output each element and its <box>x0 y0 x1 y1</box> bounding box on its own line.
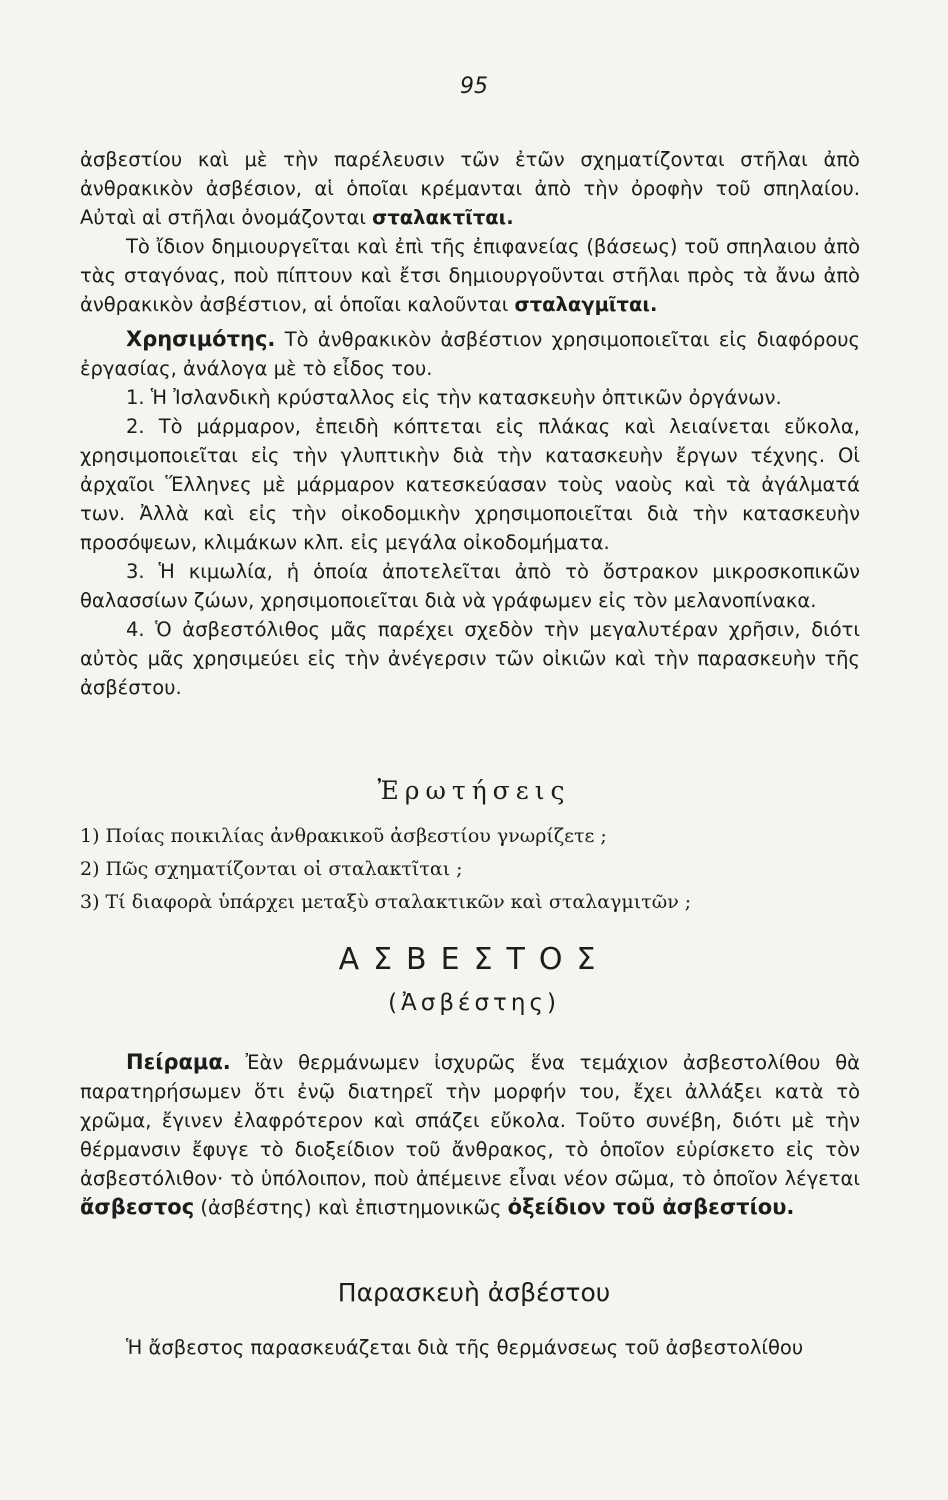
stalactites-term: σταλακτῖται. <box>372 206 514 229</box>
stalagmites-paragraph <box>80 232 860 319</box>
experiment-text-1: Ἐὰν θερμάνωμεν ἰσχυρῶς ἕνα τεμάχιον ἀσβεστολίθου θὰ παρατηρήσωμεν ὅτι ἐνῷ διατηρεῖ τὴν μορφήν του, ἔχει ἀλλάξει κατὰ τὸ χρῶμα, ἔγινεν ἐλαφρότερον καὶ σπάζει εὔκολα. Τοῦτο συνέβη, διότι μὲ τὴν θέρμανσιν ἔφυγε τὸ διοξείδιον τοῦ ἄνθρακος, τὸ ὁποῖον εὑρίσκετο εἰς τὸν ἀσβεστόλιθον· τὸ ὑπόλοιπον, ποὺ ἀπέμεινε εἶναι νέον σῶμα, τὸ ὁποῖον λέγεται <box>80 1051 860 1190</box>
question-item: 2) Πῶς σχηματίζονται οἱ σταλακτῖται ; <box>80 858 463 880</box>
continuation-text: ἀσβεστίου καὶ μὲ τὴν παρέλευσιν τῶν ἐτῶν σχηματίζονται στῆλαι ἀπὸ ἀνθρακικὸν ἀσβέσιον, αἱ ὁποῖαι κρέμανται ἀπὸ τὴν ὀροφὴν τοῦ σπηλαίου. Αὐταὶ αἱ στῆλαι ὀνομάζονται <box>80 148 860 229</box>
question-item: 3) Τί διαφορὰ ὑπάρχει μεταξὺ σταλακτικῶν καὶ σταλαγμιτῶν ; <box>80 891 692 913</box>
questions-list <box>80 820 860 919</box>
preparation-heading: Παρασκευὴ ἀσβέστου <box>337 1278 611 1307</box>
use-item: 3. Ἡ κιμωλία, ἡ ὁποία ἀποτελεῖται ἀπὸ τὸ ὄστρακον μικροσκοπικῶν θαλασσίων ζώων, χρησιμοποιεῖται διὰ νὰ γράφωμεν εἰς τὸν μελανοπίνακα. <box>80 560 860 612</box>
stalagmites-term: σταλαγμῖται. <box>514 293 658 316</box>
use-item: 4. Ὁ ἀσβεστόλιθος μᾶς παρέχει σχεδὸν τὴν μεγαλυτέραν χρῆσιν, διότι αὐτὸς μᾶς χρησιμεύει εἰς τὴν ἀνέγερσιν τῶν οἰκιῶν καὶ τὴν παρασκευὴν τῆς ἀσβέστου. <box>80 618 860 699</box>
experiment-text-2: (ἀσβέστης) καὶ ἐπιστημονικῶς <box>194 1196 508 1219</box>
experiment-heading: Πείραμα. <box>126 1050 231 1074</box>
page-number: 95 <box>460 74 488 99</box>
stalagmites-text: Τὸ ἴδιον δημιουργεῖται καὶ ἐπὶ τῆς ἐπιφανείας (βάσεως) τοῦ σπηλαιου ἀπὸ τὰς σταγόνας, ποὺ πίπτουν καὶ ἔτσι δημιουργοῦνται στῆλαι πρὸς τὰ ἄνω ἀπὸ ἀνθρακικὸν ἀσβέστιον, αἱ ὁποῖαι καλοῦνται <box>80 235 860 316</box>
question-item: 1) Ποίας ποικιλίας ἀνθρακικοῦ ἀσβεστίου γνωρίζετε ; <box>80 825 607 847</box>
stalactites-paragraph <box>80 145 860 232</box>
questions-title: Ἐρωτήσεις <box>377 776 571 805</box>
section-subtitle: (Ἀσβέστης) <box>388 990 560 1016</box>
limestone-text-block <box>80 145 860 702</box>
preparation-text-block <box>80 1333 860 1362</box>
usefulness-paragraph <box>80 325 860 383</box>
preparation-line: Ἡ ἄσβεστος παρασκευάζεται διὰ τῆς θερμάνσεως τοῦ ἀσβεστολίθου <box>126 1336 804 1359</box>
usefulness-text: Τὸ ἀνθρακικὸν ἀσβέστιον χρησιμοποιεῖται εἰς διαφόρους ἐργασίας, ἀνάλογα μὲ τὸ εἶδος του. <box>80 328 860 380</box>
use-item: 2. Τὸ μάρμαρον, ἐπειδὴ κόπτεται εἰς πλάκας καὶ λειαίνεται εὔκολα, χρησιμοποιεῖται εἰς τὴν γλυπτικὴν διὰ τὴν κατασκευὴν ἔργων τέχνης. Οἱ ἀρχαῖοι Ἕλληνες μὲ μάρμαρον κατεσκεύασαν τοὺς ναοὺς καὶ τὰ ἀγάλματά των. Ἀλλὰ καὶ εἰς τὴν οἰκοδομικὴν χρησιμοποιεῖται διὰ τὴν κατασκευὴν προσόψεων, κλιμάκων κλπ. εἰς μεγάλα οἰκοδομήματα. <box>80 415 860 554</box>
experiment-paragraph <box>80 1048 860 1222</box>
use-item: 1. Ἡ Ἰσλανδικὴ κρύσταλλος εἰς τὴν κατασκευὴν ὀπτικῶν ὀργάνων. <box>126 386 782 409</box>
term-asvestos: ἄσβεστος <box>80 1195 195 1219</box>
usefulness-heading: Χρησιμότης. <box>126 327 276 351</box>
term-oxide: ὀξείδιον τοῦ ἀσβεστίου. <box>507 1195 795 1219</box>
section-title: ΑΣΒΕΣΤΟΣ <box>338 942 610 977</box>
experiment-text-block <box>80 1048 860 1222</box>
